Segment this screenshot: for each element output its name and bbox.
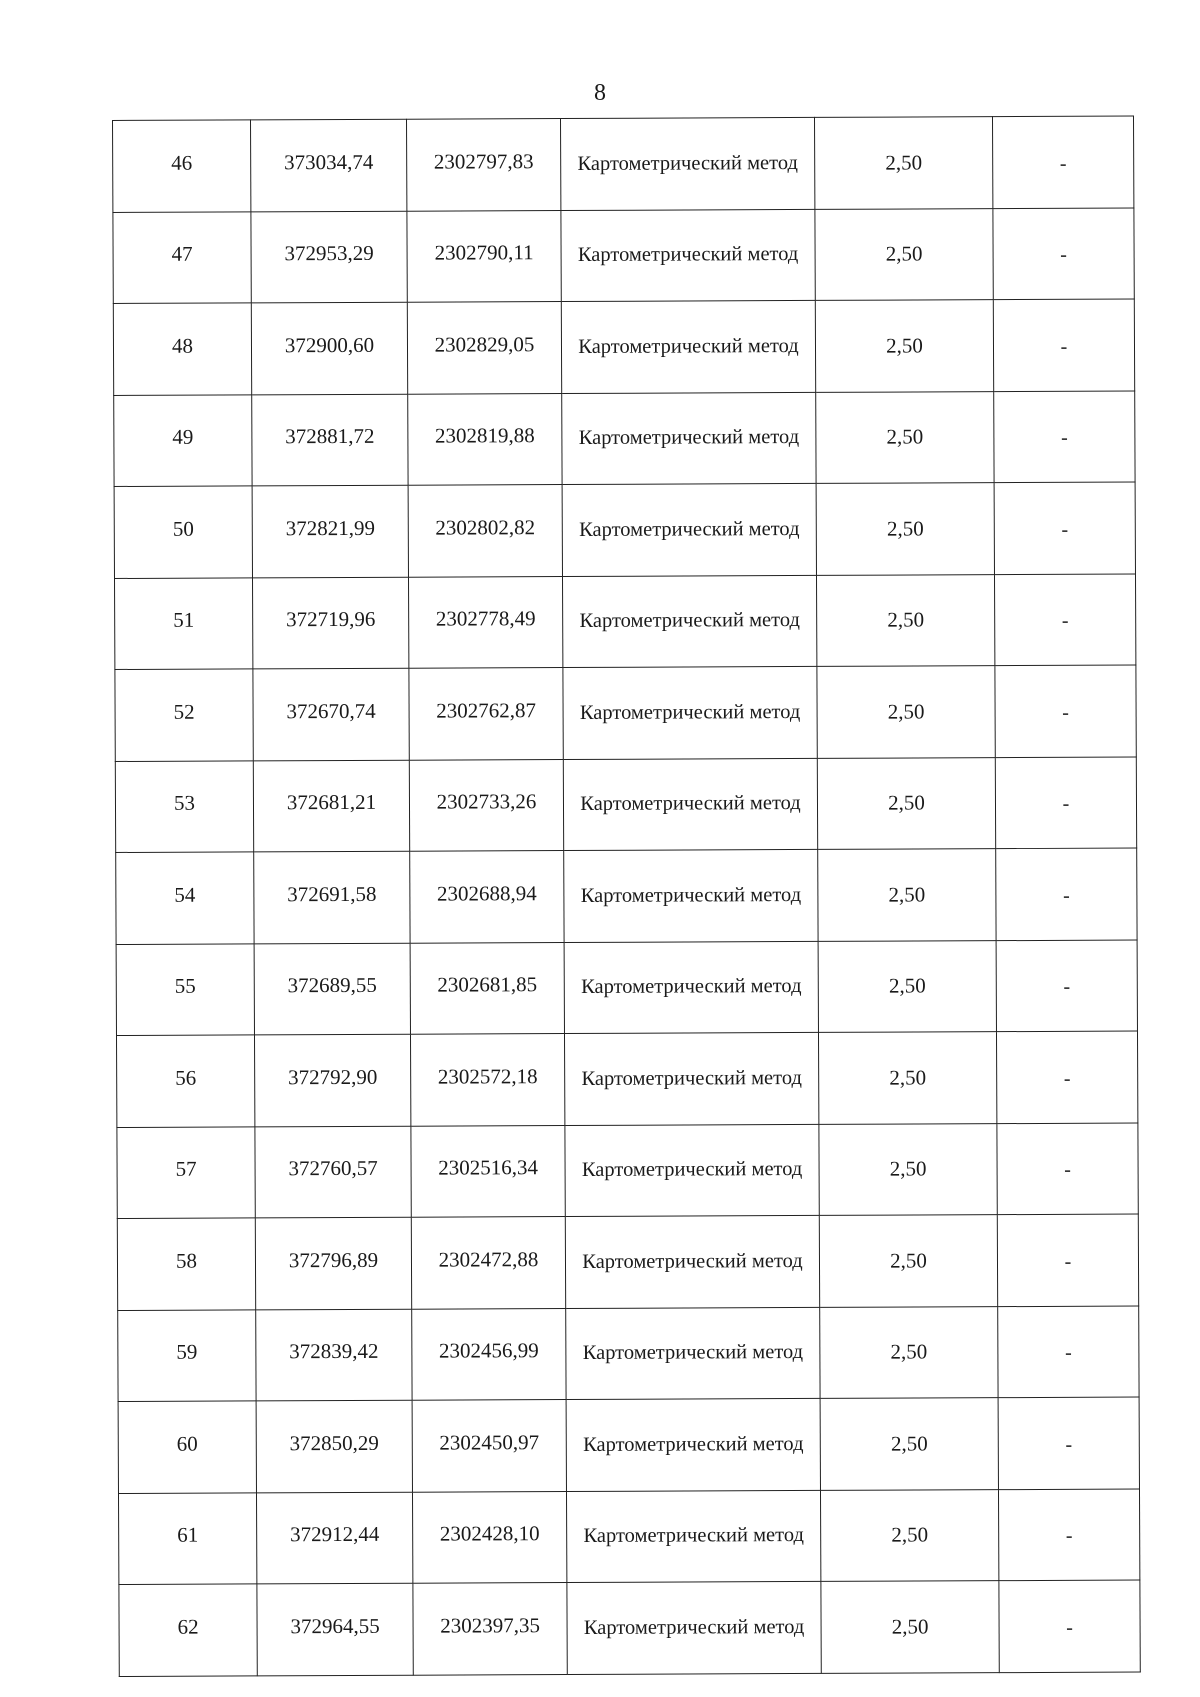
x-coordinate-cell: 372796,89 [255, 1217, 411, 1309]
point-number-cell: 53 [115, 760, 253, 852]
coordinates-table-body [113, 116, 1141, 1676]
x-coordinate-cell: 372792,90 [254, 1034, 410, 1126]
point-number-cell: 58 [117, 1218, 255, 1310]
point-number-cell: 50 [114, 486, 252, 578]
page-number: 8 [594, 80, 606, 106]
accuracy-cell: 2,50 [819, 1123, 997, 1215]
note-cell: - [998, 1397, 1139, 1489]
note-cell: - [995, 665, 1136, 757]
method-cell: Картометрический метод [567, 1581, 821, 1674]
accuracy-cell: 2,50 [820, 1398, 998, 1490]
accuracy-cell: 2,50 [821, 1581, 999, 1673]
point-number-cell: 51 [114, 577, 252, 669]
table-row [116, 848, 1137, 944]
y-coordinate-cell: 2302733,26 [409, 759, 563, 851]
x-coordinate-cell: 372760,57 [255, 1126, 411, 1218]
x-coordinate-cell: 372821,99 [252, 485, 408, 577]
y-coordinate-cell: 2302397,35 [413, 1583, 567, 1675]
method-cell: Картометрический метод [566, 1490, 820, 1583]
table-row [113, 116, 1134, 212]
y-coordinate-cell: 2302797,83 [406, 119, 560, 211]
y-coordinate-cell: 2302778,49 [408, 576, 562, 668]
point-number-cell: 48 [113, 303, 251, 395]
note-cell: - [995, 757, 1136, 849]
method-cell: Картометрический метод [563, 666, 817, 759]
accuracy-cell: 2,50 [815, 208, 993, 300]
table-row [118, 1306, 1139, 1402]
table-row [113, 299, 1134, 395]
accuracy-cell: 2,50 [816, 391, 994, 483]
accuracy-cell: 2,50 [819, 1215, 997, 1307]
table-row [114, 391, 1135, 487]
point-number-cell: 52 [115, 669, 253, 761]
x-coordinate-cell: 372912,44 [256, 1492, 412, 1584]
y-coordinate-cell: 2302572,18 [410, 1034, 564, 1126]
note-cell: - [994, 574, 1135, 666]
accuracy-cell: 2,50 [817, 757, 995, 849]
note-cell: - [997, 1123, 1138, 1215]
note-cell: - [992, 116, 1133, 208]
accuracy-cell: 2,50 [820, 1489, 998, 1581]
method-cell: Картометрический метод [566, 1398, 820, 1491]
x-coordinate-cell: 373034,74 [251, 119, 407, 211]
accuracy-cell: 2,50 [818, 849, 996, 941]
x-coordinate-cell: 372689,55 [254, 943, 410, 1035]
x-coordinate-cell: 372900,60 [251, 302, 407, 394]
x-coordinate-cell: 372964,55 [257, 1583, 413, 1675]
table-row [116, 1031, 1137, 1127]
table-row [118, 1489, 1139, 1585]
note-cell: - [996, 848, 1137, 940]
note-cell: - [998, 1489, 1139, 1581]
accuracy-cell: 2,50 [814, 117, 992, 209]
table-row [117, 1214, 1138, 1310]
note-cell: - [996, 940, 1137, 1032]
method-cell: Картометрический метод [566, 1307, 820, 1400]
method-cell: Картометрический метод [562, 575, 816, 668]
y-coordinate-cell: 2302516,34 [411, 1125, 565, 1217]
table-row [114, 574, 1135, 670]
accuracy-cell: 2,50 [817, 666, 995, 758]
table-row [116, 940, 1137, 1036]
method-cell: Картометрический метод [564, 941, 818, 1034]
method-cell: Картометрический метод [562, 483, 816, 576]
method-cell: Картометрический метод [561, 300, 815, 393]
table-row [115, 665, 1136, 761]
note-cell: - [993, 208, 1134, 300]
accuracy-cell: 2,50 [818, 940, 996, 1032]
y-coordinate-cell: 2302688,94 [410, 851, 564, 943]
x-coordinate-cell: 372719,96 [252, 577, 408, 669]
point-number-cell: 61 [118, 1492, 256, 1584]
x-coordinate-cell: 372850,29 [256, 1400, 412, 1492]
point-number-cell: 62 [119, 1584, 257, 1676]
point-number-cell: 56 [116, 1035, 254, 1127]
table-row [115, 757, 1136, 853]
note-cell: - [996, 1031, 1137, 1123]
x-coordinate-cell: 372881,72 [252, 394, 408, 486]
accuracy-cell: 2,50 [820, 1306, 998, 1398]
note-cell: - [997, 1214, 1138, 1306]
method-cell: Картометрический метод [565, 1215, 819, 1308]
y-coordinate-cell: 2302456,99 [412, 1308, 566, 1400]
x-coordinate-cell: 372691,58 [254, 851, 410, 943]
x-coordinate-cell: 372953,29 [251, 211, 407, 303]
method-cell: Картометрический метод [560, 117, 814, 210]
y-coordinate-cell: 2302450,97 [412, 1400, 566, 1492]
table-row [117, 1123, 1138, 1219]
note-cell: - [994, 391, 1135, 483]
point-number-cell: 54 [116, 852, 254, 944]
y-coordinate-cell: 2302762,87 [409, 668, 563, 760]
method-cell: Картометрический метод [562, 392, 816, 485]
note-cell: - [999, 1580, 1140, 1672]
y-coordinate-cell: 2302472,88 [411, 1217, 565, 1309]
point-number-cell: 59 [118, 1309, 256, 1401]
method-cell: Картометрический метод [564, 1032, 818, 1125]
table-row [113, 208, 1134, 304]
accuracy-cell: 2,50 [816, 574, 994, 666]
table-row [119, 1580, 1140, 1676]
table-row [114, 482, 1135, 578]
y-coordinate-cell: 2302829,05 [407, 302, 561, 394]
y-coordinate-cell: 2302819,88 [408, 393, 562, 485]
method-cell: Картометрический метод [565, 1124, 819, 1217]
coordinates-table [112, 116, 1141, 1677]
accuracy-cell: 2,50 [816, 483, 994, 575]
y-coordinate-cell: 2302681,85 [410, 942, 564, 1034]
point-number-cell: 60 [118, 1401, 256, 1493]
method-cell: Картометрический метод [561, 209, 815, 302]
note-cell: - [998, 1306, 1139, 1398]
point-number-cell: 46 [113, 120, 251, 212]
method-cell: Картометрический метод [564, 849, 818, 942]
x-coordinate-cell: 372681,21 [253, 760, 409, 852]
y-coordinate-cell: 2302790,11 [407, 210, 561, 302]
x-coordinate-cell: 372670,74 [253, 668, 409, 760]
method-cell: Картометрический метод [563, 758, 817, 851]
y-coordinate-cell: 2302428,10 [412, 1491, 566, 1583]
table-row [118, 1397, 1139, 1493]
accuracy-cell: 2,50 [818, 1032, 996, 1124]
point-number-cell: 55 [116, 943, 254, 1035]
note-cell: - [994, 482, 1135, 574]
point-number-cell: 49 [114, 394, 252, 486]
accuracy-cell: 2,50 [815, 300, 993, 392]
y-coordinate-cell: 2302802,82 [408, 485, 562, 577]
x-coordinate-cell: 372839,42 [256, 1309, 412, 1401]
note-cell: - [993, 299, 1134, 391]
point-number-cell: 57 [117, 1126, 255, 1218]
point-number-cell: 47 [113, 211, 251, 303]
